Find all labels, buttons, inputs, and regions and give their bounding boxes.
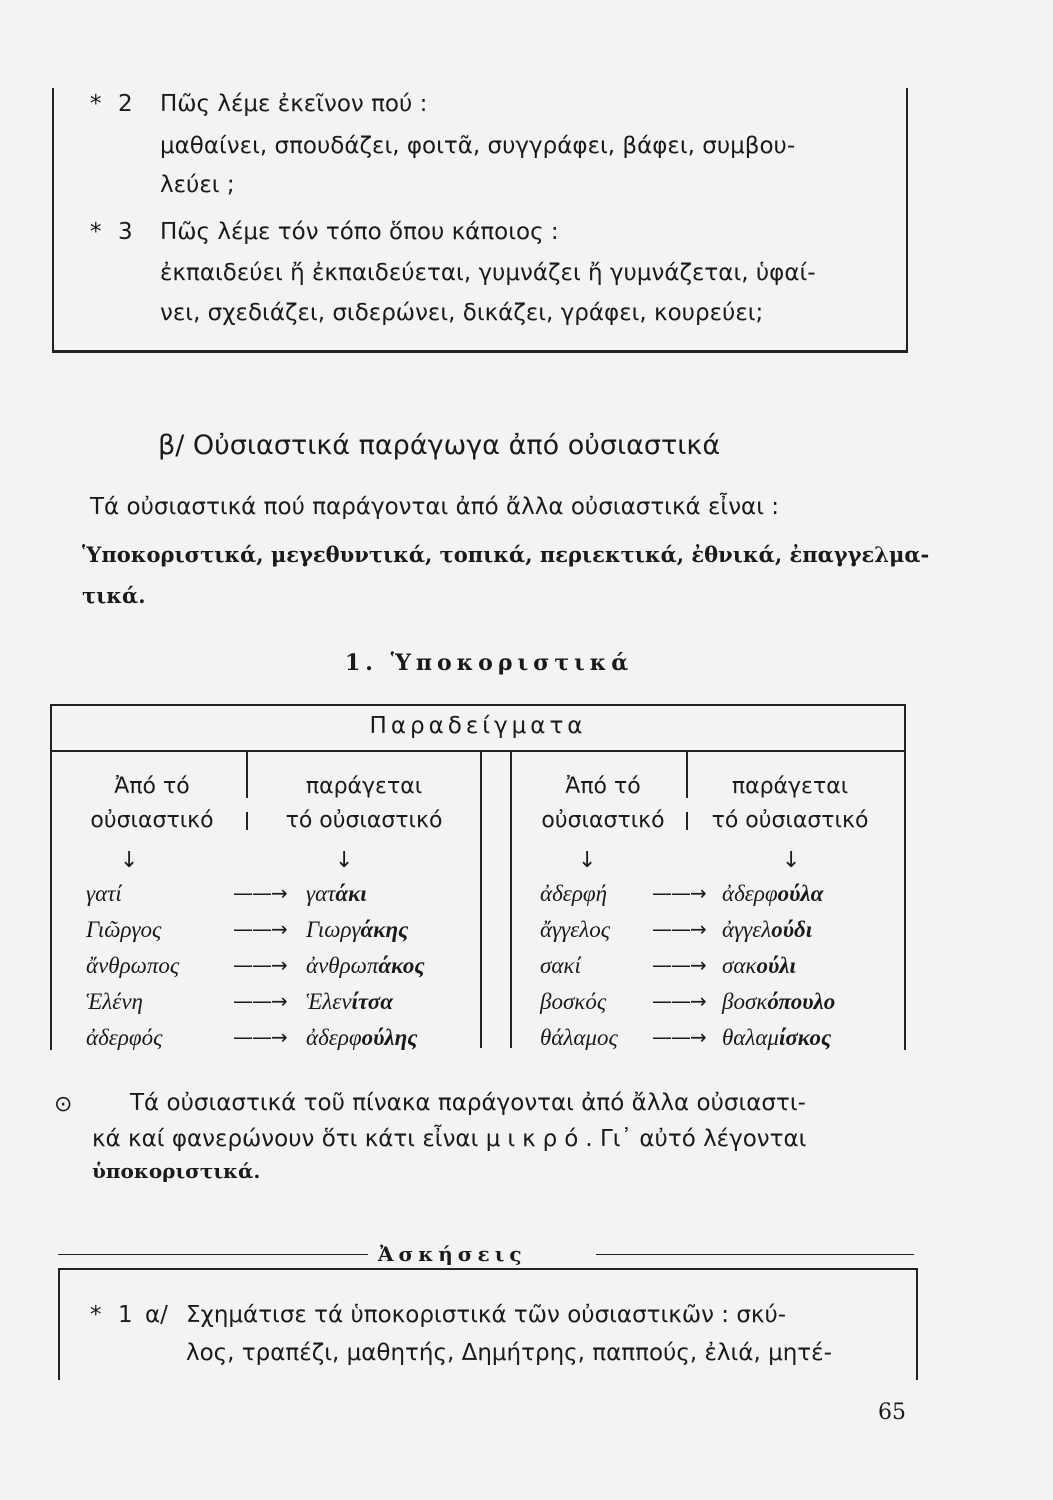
example-derived-word: Ἑλενίτσα [306,989,393,1014]
arrow-icon: ——→ [652,953,706,977]
down-arrow-icon: ↓ [782,848,801,873]
arrow-icon: ——→ [233,989,287,1013]
example-base-word: βοσκός [540,989,607,1014]
example-base-word: Ἑλένη [86,989,143,1014]
exercise-1-part: α/ [145,1302,168,1328]
exercises-rule-left [58,1254,368,1255]
section-intro: Τά οὐσιαστικά πού παράγονται ἀπό ἄλλα οὐσιαστικά εἶναι : [90,494,780,520]
exercise-3-number: 3 [118,219,133,245]
example-base-word: θάλαμος [540,1025,618,1050]
divider-right-upper [686,750,688,798]
example-derived-word: ἀνθρωπάκος [306,953,425,978]
center-divider-b [510,750,512,1048]
example-derived-word: γατάκι [306,881,367,906]
example-base-word: σακί [540,953,581,978]
col-from-heading-right-2: οὐσιαστικό [541,808,665,833]
categories-line-1: Ὑποκοριστικά, μεγεθυντικά, τοπικά, περιεκτικά, ἐθνικά, ἐπαγγελμα- [82,542,930,567]
down-arrow-icon: ↓ [578,848,597,873]
exercise-3-title: Πῶς λέμε τόν τόπο ὅπου κάποιος : [160,219,559,245]
center-divider-a [480,750,482,1048]
example-base-word: ἄνθρωπος [86,953,180,978]
note-line-3: ὑποκοριστικά. [92,1159,261,1183]
exercise-3-line-1: ἐκπαιδεύει ἤ ἐκπαιδεύεται, γυμνάζει ἤ γυμνάζεται, ὑφαί- [160,260,816,286]
example-derived-word: σακούλι [722,953,796,978]
note-line-2: κά καί φανερώνουν ὅτι κάτι εἶναι μικρό. Γι᾽ αὐτό λέγονται [92,1126,807,1152]
arrow-icon: ——→ [652,989,706,1013]
arrow-icon: ——→ [233,1025,287,1049]
example-derived-word: ἀδερφούλα [722,881,824,906]
arrow-icon: ——→ [233,917,287,941]
divider-right-lower [686,812,688,830]
example-derived-word: θαλαμίσκος [722,1025,832,1050]
note-circle-icon: ⊙ [54,1092,73,1117]
divider-left-upper [246,750,248,798]
categories-line-2: τικά. [82,583,146,608]
example-derived-word: Γιωργάκης [306,917,409,942]
note-line-1: Τά οὐσιαστικά τοῦ πίνακα παράγονται ἀπό ἄλλα οὐσιαστι- [130,1090,806,1116]
section-heading: β/ Οὐσιαστικά παράγωγα ἀπό οὐσιαστικά [158,430,721,461]
divider-left-lower [246,812,248,830]
example-base-word: γατί [86,881,122,906]
col-from-heading-left-1: Ἀπό τό [114,774,190,799]
arrow-icon: ——→ [652,881,706,905]
exercise-2-marker: * [90,91,102,117]
example-base-word: ἀδερφή [540,881,608,906]
exercise-1-line-1: Σχημάτισε τά ὑποκοριστικά τῶν οὐσιαστικῶν : σκύ- [186,1302,787,1328]
table-title-divider [50,750,904,752]
page-number: 65 [878,1400,906,1425]
exercise-3-marker: * [90,219,102,245]
exercise-2-line-2: λεύει ; [160,172,235,198]
exercise-2-number: 2 [118,91,133,117]
example-derived-word: ἀδερφούλης [306,1025,418,1050]
exercise-1-marker: * [90,1302,102,1328]
exercise-1-line-2: λος, τραπέζι, μαθητής, Δημήτρης, παππούς, ἐλιά, μητέ- [186,1340,832,1366]
exercise-2-line-1: μαθαίνει, σπουδάζει, φοιτᾶ, συγγράφει, βάφει, συμβου- [160,133,796,159]
example-base-word: ἄγγελος [540,917,611,942]
exercise-1-number: 1 [118,1302,133,1328]
arrow-icon: ——→ [652,917,706,941]
exercise-3-line-2: νει, σχεδιάζει, σιδερώνει, δικάζει, γράφει, κουρεύει; [160,300,764,326]
col-from-heading-left-2: οὐσιαστικό [90,808,214,833]
subsection-title: 1. Ὑποκοριστικά [345,650,634,676]
exercise-2-title: Πῶς λέμε ἐκεῖνον πού : [160,91,428,117]
col-from-heading-right-1: Ἀπό τό [565,774,641,799]
example-base-word: ἀδερφός [86,1025,163,1050]
arrow-icon: ——→ [233,953,287,977]
example-derived-word: ἀγγελούδι [722,917,813,942]
arrow-icon: ——→ [233,881,287,905]
col-derived-heading-left-2: τό οὐσιαστικό [285,808,443,833]
exercises-rule-right [596,1254,914,1255]
col-derived-heading-right-1: παράγεται [731,774,849,799]
col-derived-heading-left-1: παράγεται [305,774,423,799]
col-derived-heading-right-2: τό οὐσιαστικό [711,808,869,833]
examples-table-title: Παραδείγματα [369,713,587,739]
down-arrow-icon: ↓ [335,848,354,873]
example-base-word: Γιῶργος [86,917,162,942]
down-arrow-icon: ↓ [120,848,139,873]
example-derived-word: βοσκόπουλο [722,989,836,1014]
arrow-icon: ——→ [652,1025,706,1049]
exercises-heading: Ἀσκήσεις [378,1242,527,1266]
